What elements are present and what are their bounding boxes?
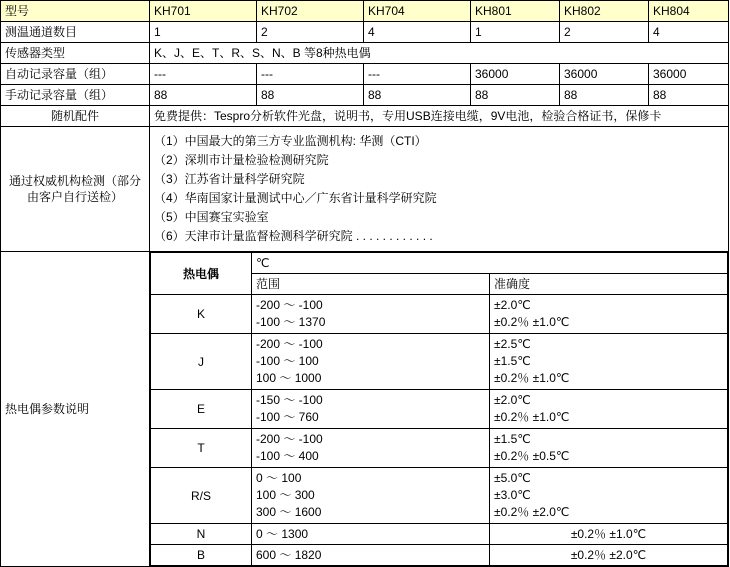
- table-row: [1, 43, 729, 64]
- table-row: [1, 106, 729, 127]
- range-value: 100 ～ 1000: [256, 371, 322, 385]
- row-label-certification: [1, 127, 150, 252]
- cell-channels-kh702: 2: [257, 22, 364, 43]
- range-value: 100 ～ 300: [256, 488, 315, 502]
- thermocouple-accuracy-b: ±0.2％ ±2.0℃: [490, 545, 728, 566]
- range-value: -150 ～ -100: [256, 393, 323, 407]
- thermocouple-label-text: 热电偶参数说明: [5, 402, 90, 416]
- thermocouple-accuracies-j: [490, 334, 728, 390]
- cell-channels-kh801: 1: [471, 22, 560, 43]
- thermocouple-type-e: E: [151, 390, 252, 429]
- thermocouple-type-b: B: [151, 545, 252, 566]
- cell-channels-kh701: 1: [150, 22, 257, 43]
- row-label-manual-capacity: 手动记录容量（组）: [1, 85, 150, 106]
- accuracy-value: ±3.0℃: [494, 488, 531, 502]
- thermocouple-ranges-t: [252, 429, 490, 468]
- accuracy-value: ±1.5℃: [494, 432, 531, 446]
- range-value: -100 ～ 400: [256, 449, 319, 463]
- range-value: -200 ～ -100: [256, 298, 323, 312]
- table-row: [1, 22, 729, 43]
- cell-auto-kh704: ---: [364, 64, 471, 85]
- accuracy-value: ±5.0℃: [494, 471, 531, 485]
- thermocouple-ranges-k: [252, 295, 490, 334]
- row-label-channels: 测温通道数目: [1, 22, 150, 43]
- table-row: [151, 429, 728, 468]
- cell-channels-kh802: 2: [560, 22, 649, 43]
- thermocouple-type-rs: R/S: [151, 468, 252, 524]
- list-item: （4）华南国家计量测试中心／广东省计量科学研究院: [154, 191, 437, 205]
- thermocouple-ranges-e: [252, 390, 490, 429]
- row-label-thermocouple: [1, 252, 150, 567]
- accuracy-value: ±2.0℃: [494, 393, 531, 407]
- thermocouple-accuracies-t: [490, 429, 728, 468]
- cell-manual-kh702: 88: [257, 85, 364, 106]
- table-row: [151, 524, 728, 545]
- table-row: [1, 252, 729, 567]
- certification-label-text: 通过权威机构检测（部分由客户自行送检）: [8, 174, 141, 204]
- accuracy-value: ±0.2％ ±2.0℃: [494, 505, 570, 519]
- thermocouple-type-t: T: [151, 429, 252, 468]
- table-row: [151, 468, 728, 524]
- range-value: -100 ～ 760: [256, 410, 319, 424]
- list-item: （3）江苏省计量科学研究院: [154, 172, 305, 186]
- range-value: 0 ～ 100: [256, 471, 302, 485]
- thermocouple-table: [150, 252, 728, 566]
- cell-auto-kh804: 36000: [649, 64, 729, 85]
- cell-model-kh702: KH702: [257, 1, 364, 22]
- thermocouple-ranges-j: [252, 334, 490, 390]
- cell-sensor-type-value: K、J、E、T、R、S、N、B 等8种热电偶: [150, 43, 729, 64]
- cell-channels-kh704: 4: [364, 22, 471, 43]
- accuracy-value: ±0.2％ ±1.0℃: [494, 410, 570, 424]
- cell-manual-kh802: 88: [560, 85, 649, 106]
- thermocouple-header-range: 范围: [252, 274, 490, 295]
- range-value: -100 ～ 1370: [256, 315, 326, 329]
- certification-list-cell: [150, 127, 729, 252]
- thermocouple-type-k: K: [151, 295, 252, 334]
- certification-list: [154, 132, 724, 246]
- cell-model-kh704: KH704: [364, 1, 471, 22]
- accuracy-value: ±0.2％ ±0.5℃: [494, 449, 570, 463]
- cell-auto-kh802: 36000: [560, 64, 649, 85]
- cell-channels-kh804: 4: [649, 22, 729, 43]
- table-row: [151, 295, 728, 334]
- table-row: [1, 127, 729, 252]
- thermocouple-header-name: 热电偶: [151, 253, 252, 295]
- thermocouple-accuracies-e: [490, 390, 728, 429]
- thermocouple-accuracies-k: [490, 295, 728, 334]
- list-item: （2）深圳市计量检验检测研究院: [154, 153, 329, 167]
- table-row: [151, 390, 728, 429]
- thermocouple-header-unit: ℃: [252, 253, 728, 274]
- thermocouple-header-row: [151, 253, 728, 274]
- cell-auto-kh702: ---: [257, 64, 364, 85]
- thermocouple-type-n: N: [151, 524, 252, 545]
- thermocouple-range-b: 600 ～ 1820: [252, 545, 490, 566]
- list-item: （5）中国赛宝实验室: [154, 210, 269, 224]
- accuracy-value: ±0.2％ ±1.0℃: [494, 315, 570, 329]
- accuracy-value: ±2.5℃: [494, 337, 531, 351]
- range-value: -200 ～ -100: [256, 337, 323, 351]
- list-item: （1）中国最大的第三方专业监测机构: 华测（CTI）: [154, 134, 427, 148]
- accuracy-value: ±1.5℃: [494, 354, 531, 368]
- thermocouple-range-n: 0 ～ 1300: [252, 524, 490, 545]
- accuracy-value: ±2.0℃: [494, 298, 531, 312]
- thermocouple-accuracy-n: ±0.2％ ±1.0℃: [490, 524, 728, 545]
- thermocouple-table-cell: [150, 252, 729, 567]
- range-value: 300 ～ 1600: [256, 505, 322, 519]
- list-item: （6）天津市计量监督检测科学研究院 . . . . . . . . . . . .: [154, 229, 433, 243]
- cell-model-kh802: KH802: [560, 1, 649, 22]
- thermocouple-type-j: J: [151, 334, 252, 390]
- row-label-auto-capacity: 自动记录容量（组）: [1, 64, 150, 85]
- cell-auto-kh701: ---: [150, 64, 257, 85]
- cell-manual-kh804: 88: [649, 85, 729, 106]
- cell-manual-kh704: 88: [364, 85, 471, 106]
- cell-accessories-value: 免费提供：Tespro分析软件光盘，说明书，专用USB连接电缆，9V电池，检验合格证书，保修卡: [150, 106, 729, 127]
- range-value: -200 ～ -100: [256, 432, 323, 446]
- cell-model-kh801: KH801: [471, 1, 560, 22]
- accuracy-value: ±0.2％ ±1.0℃: [494, 371, 570, 385]
- range-value: -100 ～ 100: [256, 354, 319, 368]
- row-label-model: 型号: [1, 1, 150, 22]
- table-row: [1, 85, 729, 106]
- cell-manual-kh801: 88: [471, 85, 560, 106]
- cell-model-kh701: KH701: [150, 1, 257, 22]
- thermocouple-ranges-rs: [252, 468, 490, 524]
- table-row: [1, 64, 729, 85]
- thermocouple-accuracies-rs: [490, 468, 728, 524]
- cell-manual-kh701: 88: [150, 85, 257, 106]
- table-row: [151, 334, 728, 390]
- row-label-accessories: 随机配件: [1, 106, 150, 127]
- thermocouple-header-accuracy: 准确度: [490, 274, 728, 295]
- cell-auto-kh801: 36000: [471, 64, 560, 85]
- table-row: [1, 1, 729, 22]
- cell-model-kh804: KH804: [649, 1, 729, 22]
- row-label-sensor-type: 传感器类型: [1, 43, 150, 64]
- table-row: [151, 545, 728, 566]
